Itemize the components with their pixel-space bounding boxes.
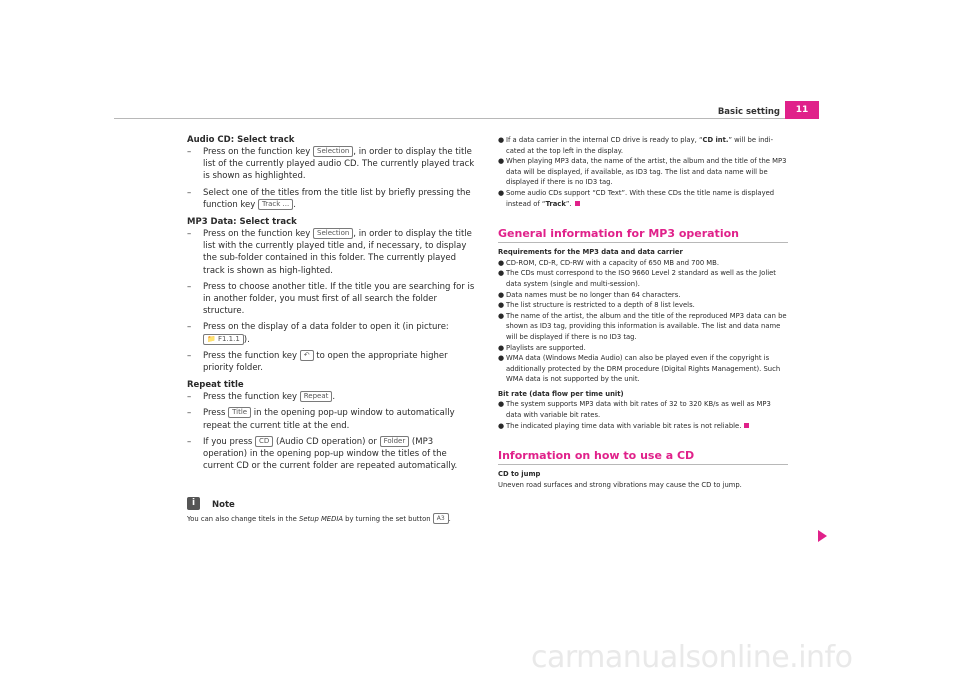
folder-key: Folder <box>380 436 410 447</box>
mp3-item-1: – Press on the function key Selection , in order to display the title list with the currently played title and, if necessary, to display the sub-folder contained in this folder. The currently played track is shown as high-lighted. <box>187 229 472 276</box>
track-key: Track ... <box>258 199 293 210</box>
bullet-dot-icon: ● <box>498 188 505 197</box>
requirement-item: ● The CDs must correspond to the ISO 9660 Level 2 standard as well as the Joliet data system (single and multi-session). <box>498 269 776 288</box>
mp3-item-4: – Press the function key ↶ to open the appropriate higher priority folder. <box>187 350 448 374</box>
mp3-item-3: – Press on the display of a data folder to open it (in picture: 📁 F1.1.1 ). <box>187 322 449 345</box>
watermark: carmanualsonline.info <box>531 640 853 675</box>
audio-cd-heading: Audio CD: Select track <box>187 135 295 145</box>
mp3-section-title: General information for MP3 operation <box>498 227 788 243</box>
page-number-badge: 11 <box>785 101 819 119</box>
requirement-item: ● CD-ROM, CD-R, CD-RW with a capacity of 650 MB and 700 MB. <box>498 258 719 267</box>
mp3-item-2: – Press to choose another title. If the title you are searching for is in another folder, you must first of all search the folder structure. <box>187 281 475 317</box>
intro-bullet-2: ● When playing MP3 data, the name of the artist, the album and the title of the MP3 data will be displayed, if available, as ID3 tag. The list and data name will be displayed if there is no ID3 tag. <box>498 157 787 187</box>
selection-key: Selection <box>313 146 353 157</box>
audio-cd-item-2: – Select one of the titles from the title list by briefly pressing the function key Track ... . <box>187 187 471 210</box>
repeat-item-3: – If you press CD (Audio CD operation) or Folder (MP3 operation) in the opening pop-up window the titles of the current CD or the current folder are repeated automatically. <box>187 436 458 472</box>
note-title: Note <box>212 500 235 511</box>
arrow-right-icon[interactable] <box>818 530 827 542</box>
intro-bullet-1: ● If a data carrier in the internal CD drive is ready to play, “CD int.” will be indi-cated at the top left in the display. <box>498 136 774 155</box>
requirement-item: ● Data names must be no longer than 64 characters. <box>498 290 681 299</box>
header-rule <box>114 118 785 119</box>
bullet-dot-icon: ● <box>498 157 505 166</box>
bitrate-heading: Bit rate (data flow per time unit) <box>498 389 624 398</box>
selection-key-2: Selection <box>313 228 353 239</box>
requirement-item: ● Playlists are supported. <box>498 343 586 352</box>
left-column <box>187 135 477 525</box>
audio-cd-item-1: – Press on the function key Selection , in order to display the title list of the currently played audio CD. The currently played track is shown as highlighted. <box>187 147 475 182</box>
repeat-heading: Repeat title <box>187 380 244 391</box>
cd-jump-text: Uneven road surfaces and strong vibrations may cause the CD to jump. <box>498 480 742 489</box>
folder-f111-key: 📁 F1.1.1 <box>203 334 244 345</box>
page-header-title: Basic setting <box>717 107 780 117</box>
bitrate-item: ● The indicated playing time data with variable bit rates is not reliable. <box>498 421 788 432</box>
mp3-heading: MP3 Data: Select track <box>187 217 297 228</box>
note-text: You can also change titels in the Setup MEDIA by turning the set button A3 . <box>187 515 451 524</box>
repeat-item-1: – Press the function key Repeat . <box>187 392 336 403</box>
requirement-item: ● The name of the artist, the album and the title of the reproduced MP3 data can be shown as ID3 tag, providing this information is available. The list and data name will be displayed if there is no ID3 tag. <box>498 311 787 341</box>
wma-item: ● WMA data (Windows Media Audio) can also be played even if the copyright is additionally protected by the DRM procedure (Digital Rights Management). Such WMA data is not supported by the unit. <box>498 354 781 384</box>
title-key: Title <box>228 407 251 418</box>
right-column <box>498 135 788 490</box>
cd-jump-heading: CD to jump <box>498 470 541 479</box>
repeat-item-2: – Press Title in the opening pop-up window to automatically repeat the current title at the end. <box>187 408 455 431</box>
intro-bullet-3: ● Some audio CDs support “CD Text”. With these CDs the title name is displayed instead of “Track”. <box>498 188 775 208</box>
repeat-key: Repeat <box>300 391 333 402</box>
end-square-icon <box>744 423 749 428</box>
info-note-icon: i <box>187 497 200 510</box>
bitrate-item: ● The system supports MP3 data with bit rates of 32 to 320 KB/s as well as MP3 data with variable bit rates. <box>498 400 771 420</box>
requirements-heading: Requirements for the MP3 data and data carrier <box>498 248 683 257</box>
note-header <box>187 497 477 513</box>
bullet-dot-icon: ● <box>498 136 505 144</box>
cd-section-title: Information on how to use a CD <box>498 449 788 465</box>
end-square-icon <box>575 201 580 206</box>
set-button-key: A3 <box>433 513 449 524</box>
back-folder-icon: ↶ <box>300 350 314 361</box>
cd-key: CD <box>255 436 273 447</box>
requirement-item: ● The list structure is restricted to a depth of 8 list levels. <box>498 301 695 310</box>
